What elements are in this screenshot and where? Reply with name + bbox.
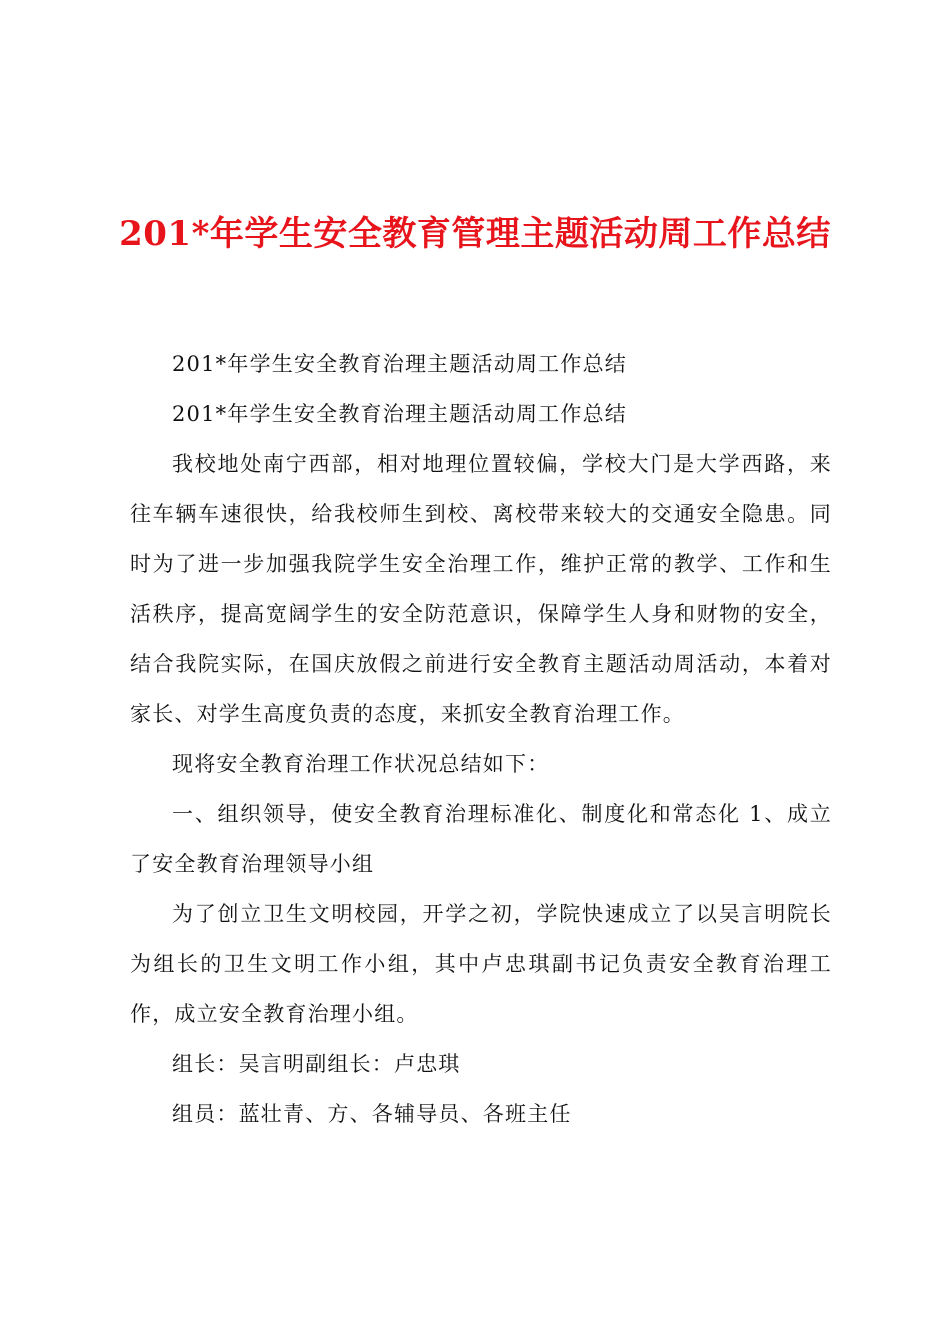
paragraph-5: 一、组织领导，使安全教育治理标准化、制度化和常态化 1、成立了安全教育治理领导小组 — [130, 802, 832, 876]
paragraph-6: 为了创立卫生文明校园，开学之初，学院快速成立了以吴言明院长为组长的卫生文明工作小组，其中卢忠琪副书记负责安全教育治理工作，成立安全教育治理小组。 — [130, 902, 832, 1026]
paragraph-4: 现将安全教育治理工作状况总结如下： — [172, 752, 550, 776]
document-body — [130, 339, 832, 1139]
paragraph-7: 组长：吴言明副组长：卢忠琪 — [172, 1052, 461, 1076]
paragraph-1: 201*年学生安全教育治理主题活动周工作总结 — [172, 352, 627, 376]
paragraph-3: 我校地处南宁西部，相对地理位置较偏，学校大门是大学西路，来往车辆车速很快，给我校师生到校、离校带来较大的交通安全隐患。同时为了进一步加强我院学生安全治理工作，维护正常的教学、工作和生活秩序，提高宽阔学生的安全防范意识，保障学生人身和财物的安全，结合我院实际，在国庆放假之前进行安全教育主题活动周活动，本着对家长、对学生高度负责的态度，来抓安全教育治理工作。 — [130, 452, 832, 726]
document-title: 201*年学生安全教育管理主题活动周工作总结 — [119, 214, 831, 254]
paragraph-2: 201*年学生安全教育治理主题活动周工作总结 — [172, 402, 627, 426]
paragraph-8: 组员：蓝壮青、方、各辅导员、各班主任 — [172, 1102, 572, 1126]
